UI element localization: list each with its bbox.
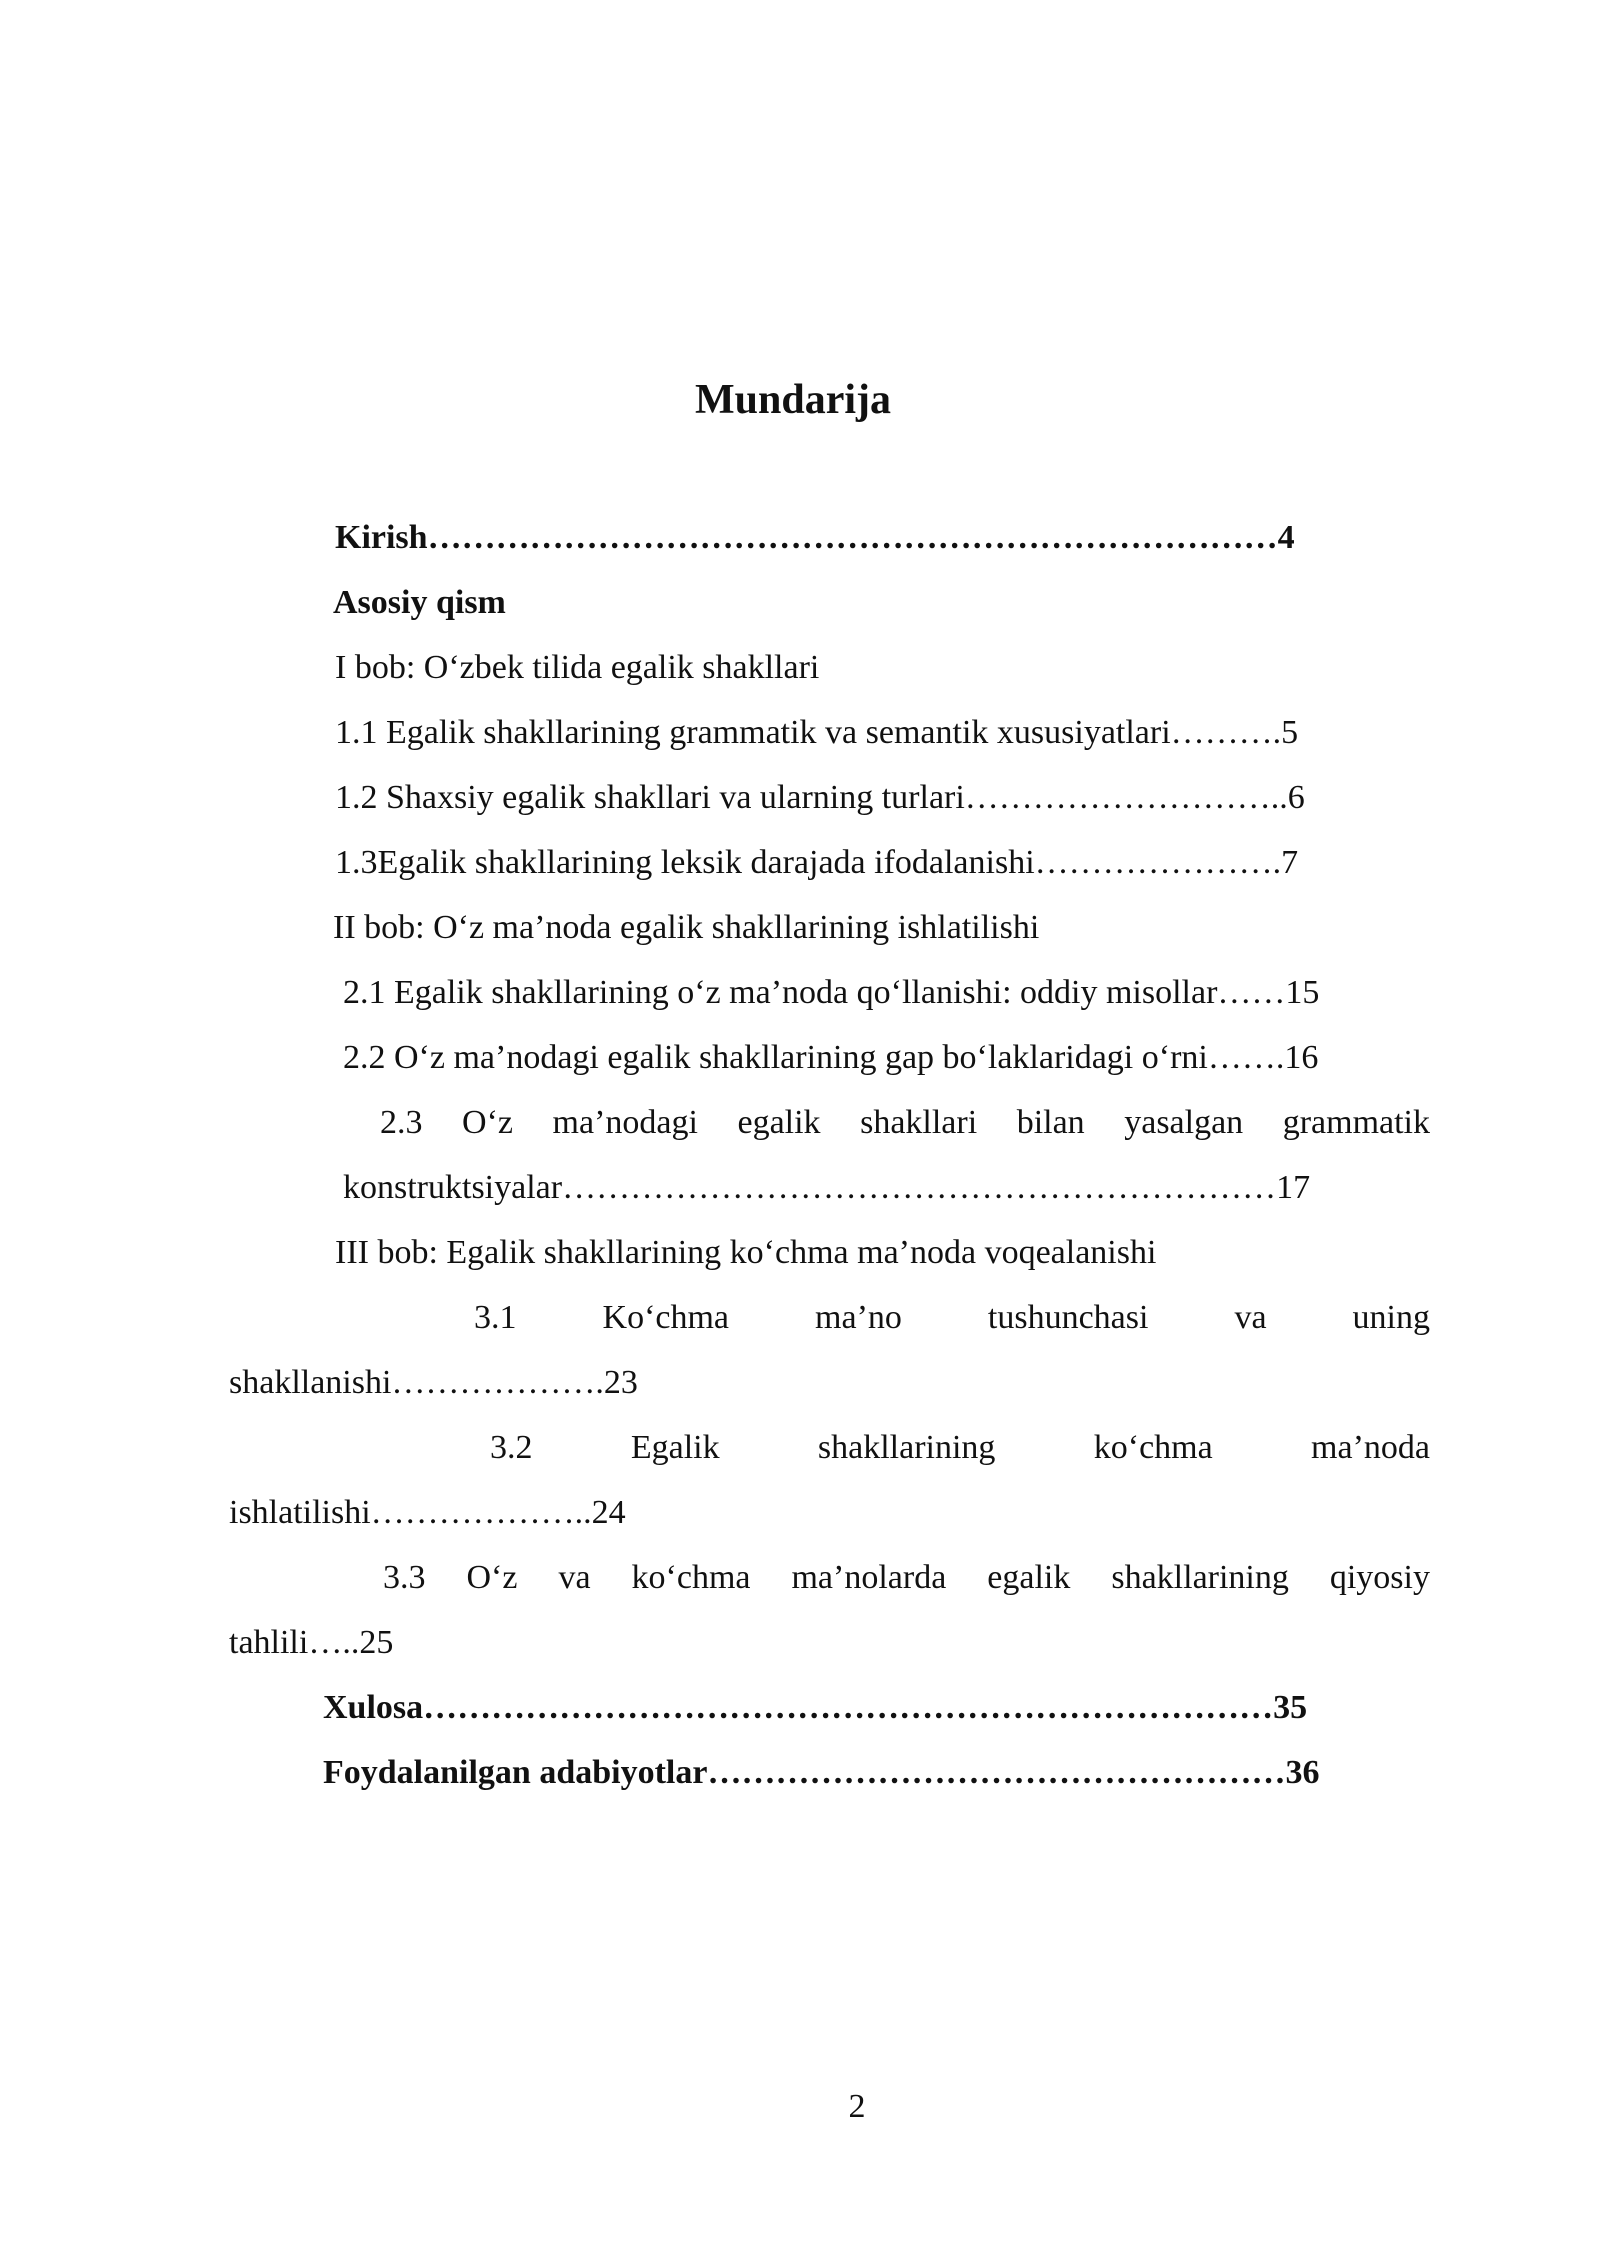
toc-section-1-1: 1.1 Egalik shakllarining grammatik va semantik xususiyatlari……….5: [335, 714, 1299, 751]
page-title: Mundarija: [694, 377, 891, 423]
toc-entry-kirish: Kirish…………………………………………………………………4: [335, 519, 1295, 556]
toc-section-2-3-line1: 2.3 O‘z ma’nodagi egalik shakllari bilan yasalgan grammatik: [380, 1104, 1430, 1141]
toc-entry-xulosa: Xulosa…………………………………………………………………35: [323, 1689, 1308, 1726]
toc-entry-adabiyotlar: Foydalanilgan adabiyotlar……………………………………………36: [323, 1754, 1320, 1791]
toc-section-3-1-line1: 3.1 Ko‘chma ma’no tushunchasi va uning: [474, 1299, 1430, 1336]
toc-chapter-1: I bob: O‘zbek tilida egalik shakllari: [335, 649, 820, 686]
toc-section-3-2-line1: 3.2 Egalik shakllarining ko‘chma ma’noda: [490, 1429, 1430, 1466]
toc-chapter-2: II bob: O‘z ma’noda egalik shakllarining ishlatilishi: [333, 909, 1040, 946]
toc-section-2-3-line2: konstruktsiyalar………………………………………………………17: [343, 1169, 1311, 1206]
toc-section-3-3-line2: tahlili…..25: [229, 1624, 394, 1661]
page-number: 2: [848, 2088, 866, 2125]
toc-section-1-2: 1.2 Shaxsiy egalik shakllari va ularning turlari………………………..6: [335, 779, 1305, 816]
toc-section-3-3-line1: 3.3 O‘z va ko‘chma ma’nolarda egalik shakllarining qiyosiy: [383, 1559, 1430, 1596]
toc-section-1-3: 1.3Egalik shakllarining leksik darajada ifodalanishi………………….7: [335, 844, 1299, 881]
toc-section-3-2-line2: ishlatilishi………………..24: [229, 1494, 626, 1531]
toc-chapter-3: III bob: Egalik shakllarining ko‘chma ma’noda voqealanishi: [335, 1234, 1157, 1271]
toc-section-2-1: 2.1 Egalik shakllarining o‘z ma’noda qo‘llanishi: oddiy misollar……15: [343, 974, 1320, 1011]
toc-heading-asosiy-qism: Asosiy qism: [333, 584, 506, 621]
toc-section-3-1-line2: shakllanishi……………….23: [229, 1364, 638, 1401]
toc-section-2-2: 2.2 O‘z ma’nodagi egalik shakllarining gap bo‘laklaridagi o‘rni…….16: [343, 1039, 1319, 1076]
